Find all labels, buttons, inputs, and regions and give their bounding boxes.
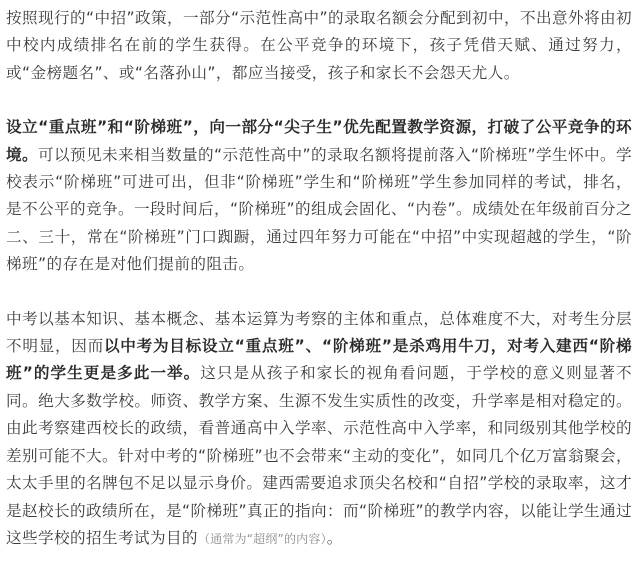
paragraph-2-bold-lead: 设立“重点班”和“阶梯班”，向一部分“尖子生”优先配置教学资源，打破了公平竞争的环境。 [6, 118, 632, 164]
paragraph-3-text-b: 这只是从孩子和家长的视角看问题，于学校的意义则显著不同。绝大多数学校。师资、教学方案、生源不发生实质性的改变，升学率是相对稳定的。由此考察建西校长的政绩，看普通高中入学率、示范性高中入学率，和同级别其他学校的差别可能不大。针对中考的“阶梯班”也不会带来“主动的变化”，如同几个亿万富翁聚会，太太手里的名牌包不足以显示身价。建西需要追求顶尖名校和“自招”学校的录取率，这才是赵校长的政绩所在，是“阶梯班”真正的指向：而“阶梯班”的教学内容，以能让学生通过这些学校的招生考试为目的 [6, 364, 632, 547]
paragraph-3-text-a: 中考以基本知识、基本概念、基本运算为考察的主体和重点，总体难度不大，对考生分层不明显，因而 [6, 309, 632, 356]
paragraph-2 [6, 114, 632, 278]
paragraph-3-note: （通常为“超纲”的内容） [197, 531, 327, 546]
paragraph-1 [6, 5, 632, 87]
paragraph-1-text: 按照现行的“中招”政策，一部分“示范性高中”的录取名额会分配到初中，不出意外将由初中校内成绩排名在前的学生获得。在公平竞争的环境下，孩子凭借天赋、通过努力，或“金榜题名”、或“名落孙山”，都应当接受，孩子和家长不会怨天尤人。 [6, 9, 632, 82]
paragraph-3-end: 。 [326, 528, 343, 547]
paragraph-3-bold: 以中考为目标设立“重点班”、“阶梯班”是杀鸡用牛刀，对考入建西“阶梯班”的学生更是多此一举。 [6, 337, 633, 383]
paragraph-2-text: 可以预见未来相当数量的“示范性高中”的录取名额将提前落入“阶梯班”学生怀中。学校表示“阶梯班”可进可出，但非“阶梯班”学生和“阶梯班”学生参加同样的考试，排名，是不公平的竞争。一段时间后，“阶梯班”的组成会固化、“内卷”。成绩处在年级前百分之二、三十，常在“阶梯班”门口踟蹰，通过四年努力可能在“中招”中实现超越的学生，“阶梯班”的存在是对他们提前的阻击。 [6, 145, 632, 274]
paragraph-3 [6, 306, 632, 554]
